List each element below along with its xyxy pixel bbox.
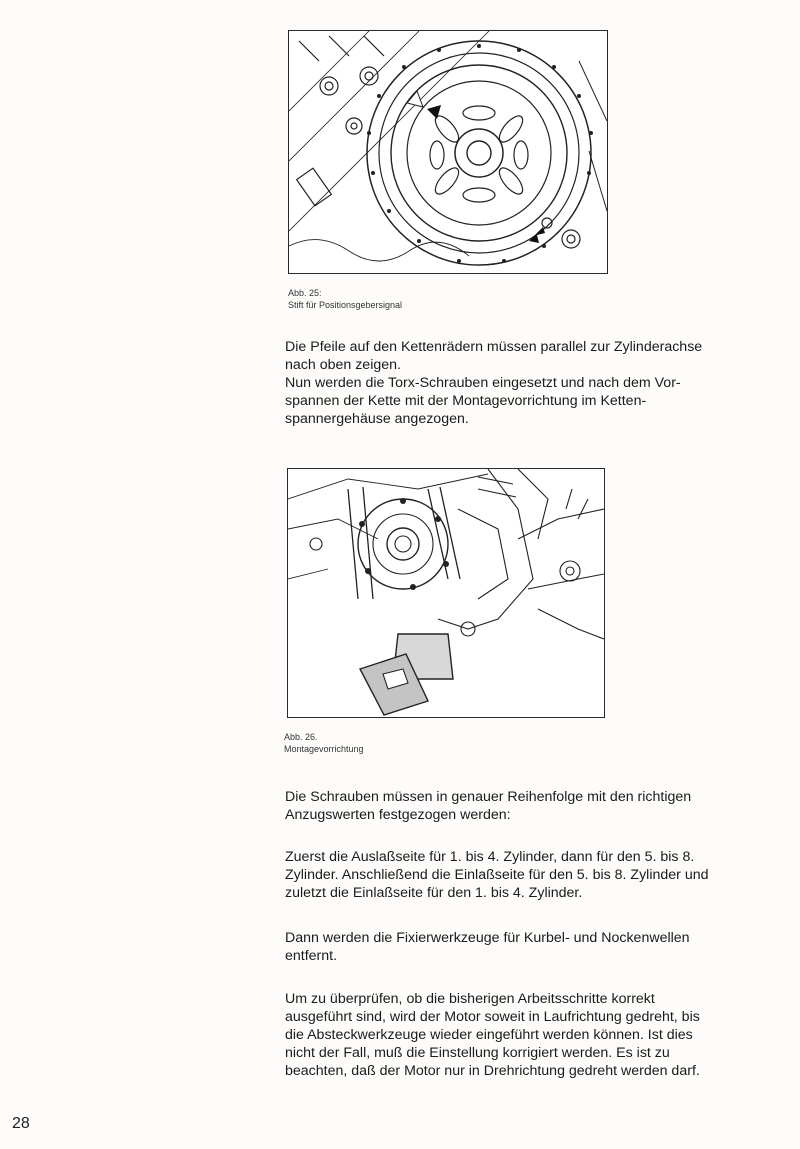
figure-25-caption — [288, 287, 402, 311]
text-line: Um zu überprüfen, ob die bisherigen Arbeitsschritte korrekt — [285, 991, 655, 1007]
text-line: nicht der Fall, muß die Einstellung korrigiert werden. Es ist zu — [285, 1045, 670, 1061]
text-line: Die Schrauben müssen in genauer Reihenfolge mit den richtigen — [285, 789, 692, 805]
text-line: Zylinder. Anschließend die Einlaßseite für den 5. bis 8. Zylinder und — [285, 867, 709, 883]
text-line: Die Pfeile auf den Kettenrädern müssen parallel zur Zylinderachse — [285, 339, 703, 355]
figure-25 — [288, 30, 608, 274]
paragraph-2 — [285, 788, 775, 824]
paragraph-4 — [285, 929, 775, 965]
text-line: die Absteckwerkzeuge wieder eingeführt werden können. Ist dies — [285, 1027, 693, 1043]
figure-26-title: Montagevorrichtung — [284, 744, 364, 754]
text-line: Zuerst die Auslaßseite für 1. bis 4. Zylinder, dann für den 5. bis 8. — [285, 849, 695, 865]
mounting-tool-drawing-icon — [288, 469, 604, 717]
paragraph-3 — [285, 848, 775, 902]
text-line: zuletzt die Einlaßseite für den 1. bis 4. Zylinder. — [285, 885, 583, 901]
text-line: spannergehäuse angezogen. — [285, 411, 469, 427]
text-line: Nun werden die Torx-Schrauben eingesetzt und nach dem Vor- — [285, 375, 681, 391]
text-line: Anzugswerten festgezogen werden: — [285, 807, 511, 823]
page-number: 28 — [12, 1115, 30, 1132]
paragraph-5 — [285, 990, 775, 1080]
figure-26-caption — [284, 731, 364, 755]
figure-25-number: Abb. 25: — [288, 288, 322, 298]
text-line: beachten, daß der Motor nur in Drehrichtung gedreht werden darf. — [285, 1063, 700, 1079]
figure-26 — [287, 468, 605, 718]
text-line: Dann werden die Fixierwerkzeuge für Kurbel- und Nockenwellen — [285, 930, 690, 946]
text-line: spannen der Kette mit der Montagevorrichtung im Ketten- — [285, 393, 647, 409]
figure-26-number: Abb. 26. — [284, 732, 318, 742]
text-line: entfernt. — [285, 948, 338, 964]
paragraph-1 — [285, 338, 775, 428]
text-line: ausgeführt sind, wird der Motor soweit in Laufrichtung gedreht, bis — [285, 1009, 700, 1025]
figure-25-title: Stift für Positionsgebersignal — [288, 300, 403, 310]
chain-sprocket-drawing-icon — [289, 31, 607, 273]
text-line: nach oben zeigen. — [285, 357, 401, 373]
